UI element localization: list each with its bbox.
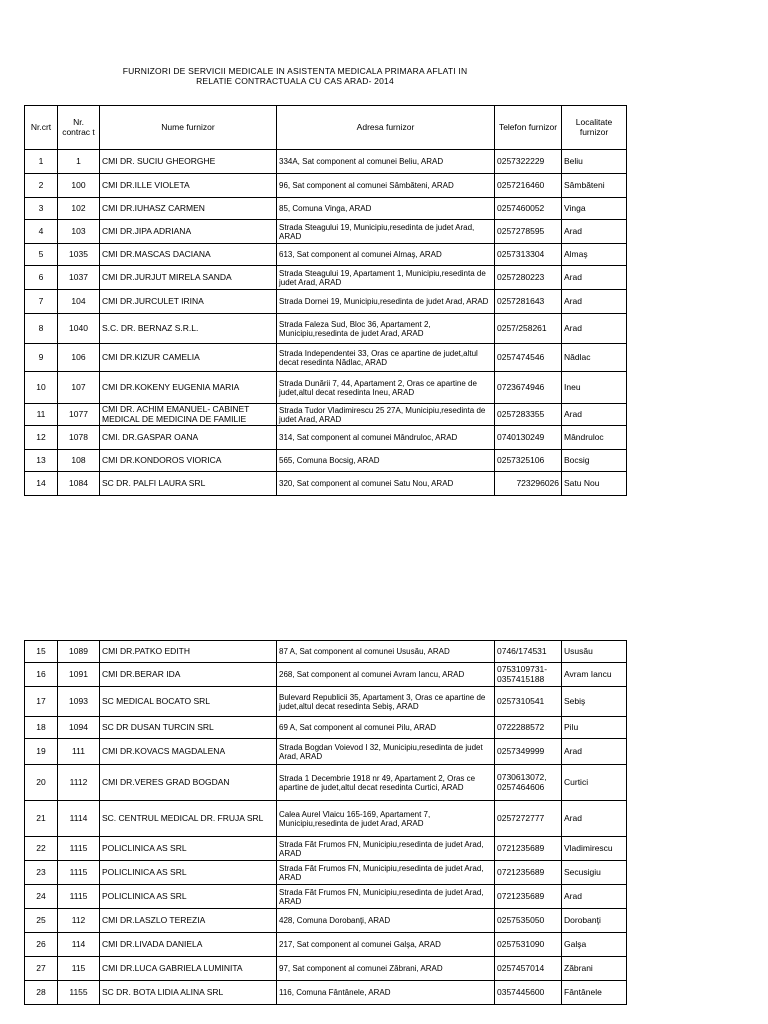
cell-phone: 0257216460 (495, 174, 562, 198)
cell-locality: Arad (562, 266, 627, 290)
table-row (25, 290, 627, 314)
cell-nr: 26 (25, 933, 58, 957)
cell-name: CMI DR.ILLE VIOLETA (100, 174, 277, 198)
cell-nr: 7 (25, 290, 58, 314)
cell-nr: 10 (25, 372, 58, 404)
header-locality: Localitate furnizor (562, 106, 627, 150)
cell-phone: 0722288572 (495, 717, 562, 739)
cell-phone: 0357445600 (495, 981, 562, 1005)
cell-locality: Avram Iancu (562, 663, 627, 687)
table-row (25, 739, 627, 765)
cell-address: Strada Tudor Vladimirescu 25 27A, Municipiu,resedinta de judet Arad, ARAD (277, 404, 495, 426)
table-row (25, 933, 627, 957)
cell-phone: 0753109731- 0357415188 (495, 663, 562, 687)
cell-nr: 5 (25, 244, 58, 266)
cell-address: Strada Făt Frumos FN, Municipiu,resedinta de judet Arad, ARAD (277, 885, 495, 909)
cell-phone: 0257457014 (495, 957, 562, 981)
cell-name: CMI DR.KIZUR CAMELIA (100, 344, 277, 372)
cell-nr: 16 (25, 663, 58, 687)
cell-address: Strada Făt Frumos FN, Municipiu,resedinta de judet Arad, ARAD (277, 861, 495, 885)
cell-name: CMI DR.VERES GRAD BOGDAN (100, 765, 277, 801)
cell-address: 97, Sat component al comunei Zăbrani, ARAD (277, 957, 495, 981)
cell-contract: 1114 (58, 801, 100, 837)
cell-name: CMI DR.LUCA GABRIELA LUMINITA (100, 957, 277, 981)
cell-address: 334A, Sat component al comunei Beliu, ARAD (277, 150, 495, 174)
cell-address: 96, Sat component al comunei Sâmbăteni, ARAD (277, 174, 495, 198)
cell-address: Strada 1 Decembrie 1918 nr 49, Apartament 2, Oras ce apartine de judet,altul decat resedinta Curtici, ARAD (277, 765, 495, 801)
cell-name: CMI DR.BERAR IDA (100, 663, 277, 687)
cell-nr: 6 (25, 266, 58, 290)
cell-locality: Arad (562, 220, 627, 244)
header-name: Nume furnizor (100, 106, 277, 150)
cell-contract: 114 (58, 933, 100, 957)
cell-name: S.C. DR. BERNAZ S.R.L. (100, 314, 277, 344)
cell-name: CMI DR.LIVADA DANIELA (100, 933, 277, 957)
cell-name: CMI DR. ACHIM EMANUEL- CABINET MEDICAL DE MEDICINA DE FAMILIE (100, 404, 277, 426)
cell-address: Bulevard Republicii 35, Apartament 3, Oras ce apartine de judet,altul decat resedinta Sebiş, ARAD (277, 687, 495, 717)
cell-name: CMI DR.JIPA ADRIANA (100, 220, 277, 244)
cell-phone: 0721235689 (495, 861, 562, 885)
cell-name: CMI DR.LASZLO TEREZIA (100, 909, 277, 933)
cell-contract: 1115 (58, 885, 100, 909)
cell-name: CMI DR. SUCIU GHEORGHE (100, 150, 277, 174)
cell-contract: 1093 (58, 687, 100, 717)
cell-contract: 115 (58, 957, 100, 981)
cell-name: POLICLINICA AS SRL (100, 837, 277, 861)
cell-name: SC. CENTRUL MEDICAL DR. FRUJA SRL (100, 801, 277, 837)
cell-locality: Fântânele (562, 981, 627, 1005)
table-row (25, 244, 627, 266)
cell-phone: 0257460052 (495, 198, 562, 220)
table-row (25, 837, 627, 861)
cell-locality: Arad (562, 739, 627, 765)
table-row (25, 957, 627, 981)
cell-address: Strada Steagului 19, Apartament 1, Municipiu,resedinta de judet Arad, ARAD (277, 266, 495, 290)
table-row (25, 220, 627, 244)
table-body-1 (25, 150, 627, 496)
header-contract: Nr. contrac t (58, 106, 100, 150)
cell-nr: 14 (25, 472, 58, 496)
providers-table-1 (24, 105, 627, 496)
cell-contract: 1078 (58, 426, 100, 450)
cell-contract: 1091 (58, 663, 100, 687)
cell-address: Calea Aurel Vlaicu 165-169, Apartament 7, Municipiu,resedinta de judet Arad, ARAD (277, 801, 495, 837)
table-row (25, 426, 627, 450)
cell-name: CMI DR.KOVACS MAGDALENA (100, 739, 277, 765)
cell-name: POLICLINICA AS SRL (100, 861, 277, 885)
cell-name: SC MEDICAL BOCATO SRL (100, 687, 277, 717)
cell-name: CMI. DR.GASPAR OANA (100, 426, 277, 450)
cell-contract: 106 (58, 344, 100, 372)
document-title (0, 66, 590, 86)
cell-nr: 13 (25, 450, 58, 472)
cell-locality: Bocsig (562, 450, 627, 472)
cell-name: SC DR. PALFI LAURA SRL (100, 472, 277, 496)
cell-phone: 0257/258261 (495, 314, 562, 344)
cell-nr: 12 (25, 426, 58, 450)
cell-phone: 0257322229 (495, 150, 562, 174)
table-row (25, 717, 627, 739)
cell-phone: 0257349999 (495, 739, 562, 765)
cell-locality: Curtici (562, 765, 627, 801)
cell-contract: 100 (58, 174, 100, 198)
cell-phone: 0721235689 (495, 885, 562, 909)
cell-contract: 107 (58, 372, 100, 404)
cell-nr: 20 (25, 765, 58, 801)
cell-phone: 0257535050 (495, 909, 562, 933)
cell-contract: 1077 (58, 404, 100, 426)
cell-nr: 28 (25, 981, 58, 1005)
cell-address: 217, Sat component al comunei Galşa, ARAD (277, 933, 495, 957)
cell-contract: 1155 (58, 981, 100, 1005)
cell-contract: 1037 (58, 266, 100, 290)
table-row (25, 472, 627, 496)
cell-phone: 0257278595 (495, 220, 562, 244)
cell-address: Strada Dunării 7, 44, Apartament 2, Oras ce apartine de judet,altul decat resedinta Ineu, ARAD (277, 372, 495, 404)
cell-contract: 1084 (58, 472, 100, 496)
table-row (25, 663, 627, 687)
cell-address: 428, Comuna Dorobanţi, ARAD (277, 909, 495, 933)
table-body-2 (25, 641, 627, 1005)
cell-nr: 23 (25, 861, 58, 885)
cell-locality: Nădlac (562, 344, 627, 372)
cell-nr: 18 (25, 717, 58, 739)
cell-name: CMI DR.KOKENY EUGENIA MARIA (100, 372, 277, 404)
cell-locality: Arad (562, 801, 627, 837)
cell-name: CMI DR.IUHASZ CARMEN (100, 198, 277, 220)
table-row (25, 150, 627, 174)
cell-address: Strada Independentei 33, Oras ce apartine de judet,altul decat resedinta Nădlac, ARAD (277, 344, 495, 372)
cell-phone: 723296026 (495, 472, 562, 496)
cell-address: 613, Sat component al comunei Almaş, ARAD (277, 244, 495, 266)
cell-locality: Vladimirescu (562, 837, 627, 861)
title-line-2: RELATIE CONTRACTUALA CU CAS ARAD- 2014 (196, 76, 394, 86)
cell-phone: 0257272777 (495, 801, 562, 837)
table-row (25, 404, 627, 426)
cell-phone: 0257474546 (495, 344, 562, 372)
cell-nr: 27 (25, 957, 58, 981)
cell-name: SC DR. BOTA LIDIA ALINA SRL (100, 981, 277, 1005)
cell-contract: 1112 (58, 765, 100, 801)
cell-name: CMI DR.PATKO EDITH (100, 641, 277, 663)
cell-nr: 11 (25, 404, 58, 426)
cell-locality: Vinga (562, 198, 627, 220)
cell-address: 565, Comuna Bocsig, ARAD (277, 450, 495, 472)
header-address: Adresa furnizor (277, 106, 495, 150)
cell-contract: 1 (58, 150, 100, 174)
table-row (25, 344, 627, 372)
cell-address: 69 A, Sat component al comunei Pilu, ARAD (277, 717, 495, 739)
cell-nr: 1 (25, 150, 58, 174)
cell-name: CMI DR.MASCAS DACIANA (100, 244, 277, 266)
table-row (25, 981, 627, 1005)
cell-contract: 108 (58, 450, 100, 472)
cell-address: Strada Dornei 19, Municipiu,resedinta de judet Arad, ARAD (277, 290, 495, 314)
table-row (25, 198, 627, 220)
cell-phone: 0257310541 (495, 687, 562, 717)
cell-address: Strada Făt Frumos FN, Municipiu,resedinta de judet Arad, ARAD (277, 837, 495, 861)
cell-nr: 3 (25, 198, 58, 220)
cell-contract: 111 (58, 739, 100, 765)
table-row (25, 314, 627, 344)
cell-locality: Satu Nou (562, 472, 627, 496)
table-row (25, 885, 627, 909)
cell-phone: 0257325106 (495, 450, 562, 472)
cell-nr: 22 (25, 837, 58, 861)
header-phone: Telefon furnizor (495, 106, 562, 150)
cell-contract: 1115 (58, 837, 100, 861)
cell-phone: 0257280223 (495, 266, 562, 290)
cell-locality: Arad (562, 404, 627, 426)
cell-address: 268, Sat component al comunei Avram Iancu, ARAD (277, 663, 495, 687)
cell-nr: 17 (25, 687, 58, 717)
cell-contract: 102 (58, 198, 100, 220)
cell-phone: 0257283355 (495, 404, 562, 426)
cell-phone: 0721235689 (495, 837, 562, 861)
cell-locality: Pilu (562, 717, 627, 739)
cell-locality: Arad (562, 885, 627, 909)
cell-nr: 21 (25, 801, 58, 837)
cell-phone: 0723674946 (495, 372, 562, 404)
table-row (25, 909, 627, 933)
table-row (25, 450, 627, 472)
cell-phone: 0257531090 (495, 933, 562, 957)
table-row (25, 372, 627, 404)
cell-contract: 103 (58, 220, 100, 244)
header-nr: Nr.crt (25, 106, 58, 150)
cell-phone: 0746/174531 (495, 641, 562, 663)
cell-name: CMI DR.JURCULET IRINA (100, 290, 277, 314)
cell-name: CMI DR.KONDOROS VIORICA (100, 450, 277, 472)
cell-nr: 24 (25, 885, 58, 909)
cell-phone: 0740130249 (495, 426, 562, 450)
cell-locality: Ineu (562, 372, 627, 404)
table-row (25, 765, 627, 801)
cell-address: 87 A, Sat component al comunei Ususău, ARAD (277, 641, 495, 663)
cell-locality: Beliu (562, 150, 627, 174)
cell-contract: 1089 (58, 641, 100, 663)
table-row (25, 861, 627, 885)
cell-phone: 0257281643 (495, 290, 562, 314)
cell-nr: 4 (25, 220, 58, 244)
cell-nr: 19 (25, 739, 58, 765)
cell-address: Strada Faleza Sud, Bloc 36, Apartament 2, Municipiu,resedinta de judet Arad, ARAD (277, 314, 495, 344)
cell-contract: 1094 (58, 717, 100, 739)
cell-contract: 104 (58, 290, 100, 314)
cell-locality: Galşa (562, 933, 627, 957)
cell-nr: 8 (25, 314, 58, 344)
cell-contract: 112 (58, 909, 100, 933)
cell-address: 85, Comuna Vinga, ARAD (277, 198, 495, 220)
table-row (25, 266, 627, 290)
cell-name: SC DR DUSAN TURCIN SRL (100, 717, 277, 739)
cell-contract: 1115 (58, 861, 100, 885)
cell-contract: 1035 (58, 244, 100, 266)
cell-locality: Sebiş (562, 687, 627, 717)
cell-locality: Arad (562, 290, 627, 314)
cell-locality: Dorobanţi (562, 909, 627, 933)
cell-nr: 15 (25, 641, 58, 663)
cell-nr: 25 (25, 909, 58, 933)
cell-address: 116, Comuna Fântânele, ARAD (277, 981, 495, 1005)
cell-name: POLICLINICA AS SRL (100, 885, 277, 909)
cell-locality: Mândruloc (562, 426, 627, 450)
cell-address: Strada Bogdan Voievod I 32, Municipiu,resedinta de judet Arad, ARAD (277, 739, 495, 765)
table-row (25, 641, 627, 663)
cell-locality: Almaş (562, 244, 627, 266)
cell-locality: Ususău (562, 641, 627, 663)
table-row (25, 174, 627, 198)
cell-nr: 2 (25, 174, 58, 198)
cell-phone: 0257313304 (495, 244, 562, 266)
cell-contract: 1040 (58, 314, 100, 344)
cell-locality: Arad (562, 314, 627, 344)
cell-locality: Zăbrani (562, 957, 627, 981)
table-row (25, 801, 627, 837)
providers-table-2 (24, 640, 627, 1005)
cell-address: 314, Sat component al comunei Mândruloc, ARAD (277, 426, 495, 450)
cell-nr: 9 (25, 344, 58, 372)
table-header-row (25, 106, 627, 150)
cell-address: Strada Steagului 19, Municipiu,resedinta de judet Arad, ARAD (277, 220, 495, 244)
table-row (25, 687, 627, 717)
title-line-1: FURNIZORI DE SERVICII MEDICALE IN ASISTENTA MEDICALA PRIMARA AFLATI IN (122, 66, 468, 76)
cell-locality: Secusigiu (562, 861, 627, 885)
cell-phone: 0730613072, 0257464606 (495, 765, 562, 801)
cell-name: CMI DR.JURJUT MIRELA SANDA (100, 266, 277, 290)
cell-locality: Sâmbăteni (562, 174, 627, 198)
cell-address: 320, Sat component al comunei Satu Nou, ARAD (277, 472, 495, 496)
